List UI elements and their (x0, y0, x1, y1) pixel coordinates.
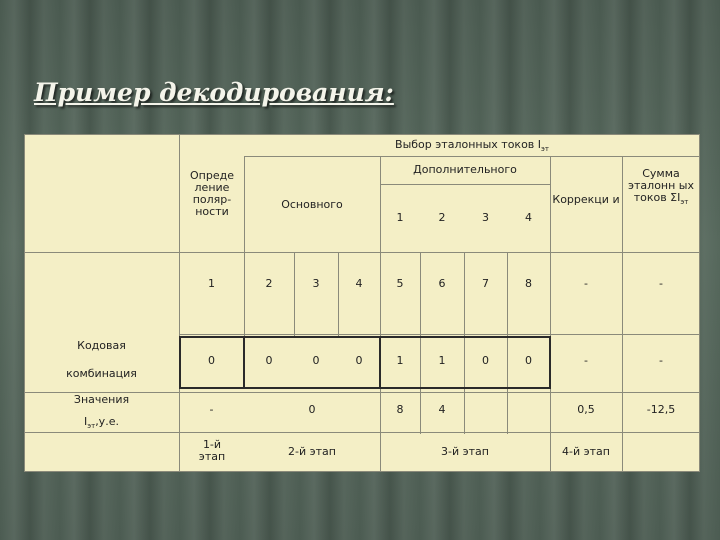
values-row-label-bottom: $I_{эт},у.е$. (84, 415, 119, 431)
header-add-col-3: 3 (482, 211, 489, 224)
header-correction: Коррекци и (552, 193, 620, 206)
header-polarity: Опреде ление поляр- ности (190, 169, 234, 218)
header-add-col-4: 4 (525, 211, 532, 224)
decoding-table (24, 134, 700, 472)
code-cell-2: 0 (265, 354, 273, 367)
header-sum: Сумма эталонн ых токов $\Sigma I_{эт}$ (627, 167, 695, 207)
header-add-col-2: 2 (438, 211, 446, 224)
number-cell-5: 5 (396, 277, 404, 290)
number-cell-3: 3 (312, 277, 320, 290)
number-cell-8: 8 (525, 277, 532, 290)
header-additional: Дополнительного (413, 163, 517, 176)
code-cell-1: 0 (208, 354, 215, 367)
values-cell-sum: -12,5 (646, 403, 676, 416)
code-cell-3: 0 (312, 354, 320, 367)
values-cell-main: 0 (308, 403, 316, 416)
code-cell-5: 1 (396, 354, 404, 367)
values-row-label-top: Значения (73, 393, 130, 406)
values-cell-polarity: - (209, 403, 214, 416)
number-cell-correction: - (584, 277, 588, 290)
number-cell-1: 1 (208, 277, 215, 290)
code-row-label-top: Кодовая (77, 339, 126, 352)
number-cell-6: 6 (438, 277, 446, 290)
code-cell-4: 0 (355, 354, 363, 367)
values-cell-add-2: 4 (438, 403, 446, 416)
code-cell-correction: - (584, 354, 588, 367)
header-selection: Выбор эталонных токов $I_{эт}$ (395, 138, 549, 154)
number-cell-sum: - (659, 277, 663, 290)
slide-title: Пример декодирования: (34, 78, 394, 107)
header-main: Основного (281, 198, 343, 211)
values-cell-correction: 0,5 (577, 403, 595, 416)
code-cell-8: 0 (525, 354, 532, 367)
code-cell-6: 1 (438, 354, 446, 367)
code-row-label-bottom: комбинация (66, 367, 137, 380)
code-cell-sum: - (659, 354, 663, 367)
code-cell-7: 0 (482, 354, 489, 367)
number-cell-7: 7 (482, 277, 489, 290)
stage-2-label: 2-й этап (288, 445, 336, 458)
stage-4-label: 4-й этап (562, 445, 610, 458)
number-cell-4: 4 (355, 277, 363, 290)
stage-1-label: 1-й этап (198, 438, 226, 463)
stage-3-label: 3-й этап (441, 445, 489, 458)
header-add-col-1: 1 (396, 211, 404, 224)
number-cell-2: 2 (265, 277, 273, 290)
values-cell-add-1: 8 (396, 403, 404, 416)
